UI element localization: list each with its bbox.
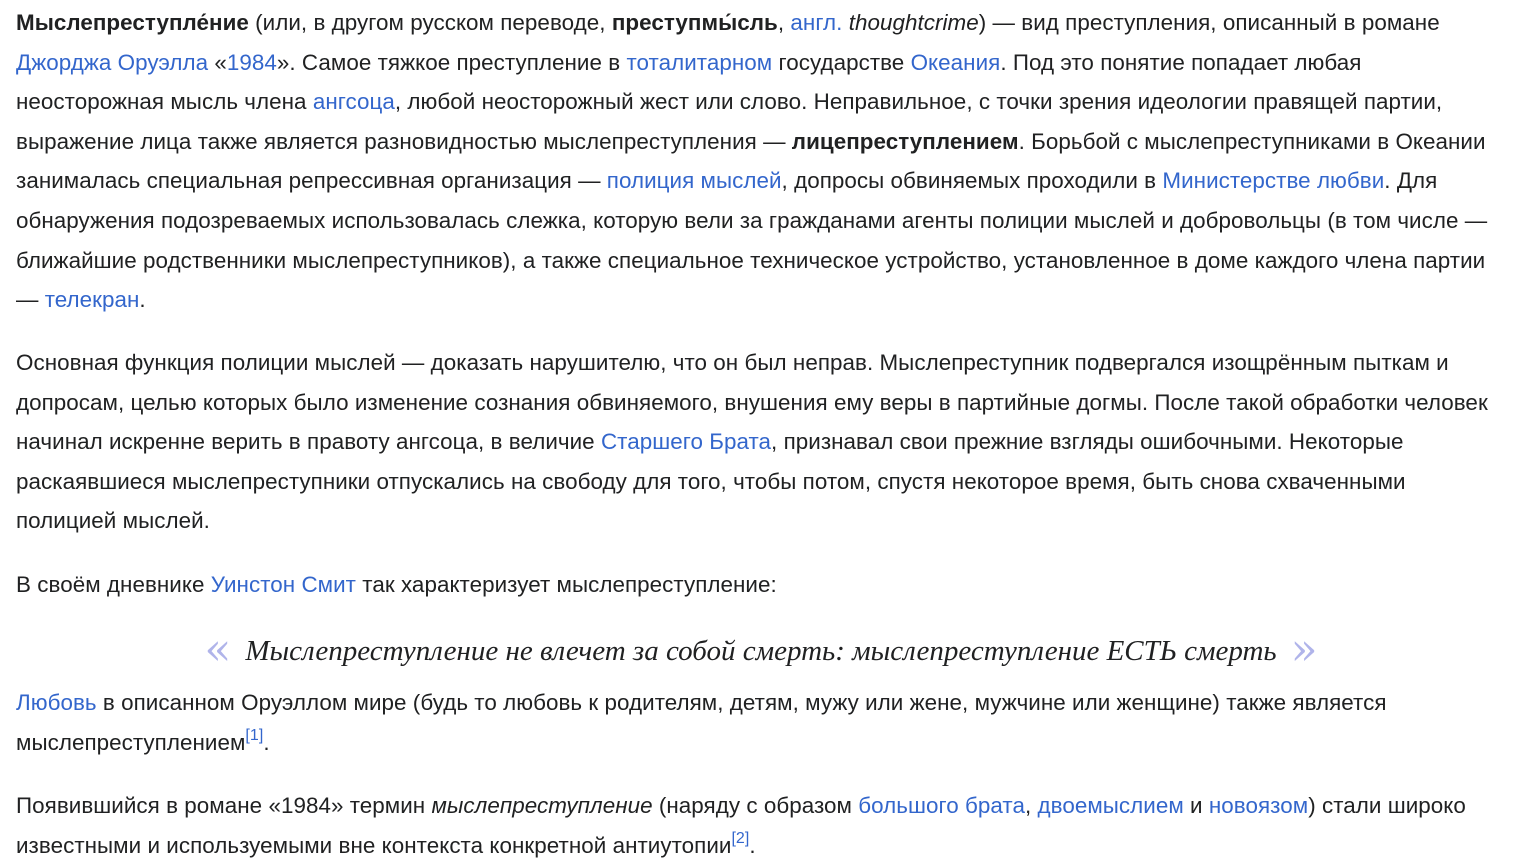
link-big-brother-image[interactable]: большого брата [858, 793, 1025, 818]
text-span: . Борьбой с мыслепреступниками в Океании занималась специальная репрессивная организация — [16, 128, 1486, 194]
text-span: , [777, 10, 791, 35]
link-reference-2[interactable]: [2] [731, 829, 750, 847]
link-english-language[interactable]: англ. [790, 10, 843, 35]
text-span: так характеризует мыслепреступление: [356, 572, 777, 597]
link-george-orwell[interactable]: Джорджа Оруэлла [16, 49, 209, 75]
link-ingsoc[interactable]: ангсоца [312, 89, 395, 115]
alt-term-bold: преступмы́сль [611, 10, 778, 35]
link-big-brother[interactable]: Старшего Брата [600, 429, 772, 455]
paragraph-love [16, 683, 1506, 762]
link-ministry-of-love[interactable]: Министерстве любви [1162, 168, 1385, 194]
text-span: Основная функция полиции мыслей — доказать нарушителю, что он был неправ. Мыслепреступник подвергался изощрённым пыткам и допросам, целью которых было изменение сознания обвиняемого, внушения ему веры в партийные догмы. После такой обработки человек начинал искренне верить в правоту ангсоца, в величие [16, 350, 1488, 455]
paragraph-thought-police [16, 343, 1506, 541]
text-span: (или, в другом русском переводе, [248, 10, 612, 35]
open-quote-icon: « [204, 624, 232, 675]
link-doublethink[interactable]: двоемыслием [1037, 793, 1184, 818]
text-span: ». Самое тяжкое преступление в [276, 49, 627, 75]
term-bold: Мыслепреступле́ние [16, 10, 249, 35]
text-span: , любой неосторожный жест или слово. Неправильное, с точки зрения идеологии правящей партии, выражение лица также является разновидностью мыслепреступления — [16, 89, 1443, 154]
text-span: ) — вид преступления, описанный в романе [978, 10, 1440, 35]
text-span: . [749, 832, 756, 858]
text-span: , [1024, 793, 1038, 818]
text-span: , признавал свои прежние взгляды ошибочными. Некоторые раскаявшиеся мыслепреступники отпускались на свободу для того, чтобы потом, спустя некоторое время, быть снова схваченными полицией мыслей. [16, 429, 1406, 534]
text-span: государстве [772, 49, 911, 75]
close-quote-icon: » [1290, 624, 1318, 675]
link-totalitarian[interactable]: тоталитарном [626, 49, 773, 75]
paragraph-diary [16, 565, 1506, 605]
link-winston-smith[interactable]: Уинстон Смит [210, 572, 356, 597]
blockquote [16, 622, 1506, 679]
text-span: . [263, 729, 270, 755]
english-term: thoughtcrime [848, 10, 979, 35]
text-span: (наряду с образом [652, 793, 859, 818]
link-reference-1[interactable]: [1] [245, 726, 264, 744]
text-span: и [1183, 793, 1209, 818]
term-italic: мыслепреступление [431, 793, 653, 818]
link-novel-1984[interactable]: 1984 [226, 49, 277, 75]
text-span: в описанном Оруэллом мире (будь то любовь к родителям, детям, мужу или жене, мужчине или женщине) также является мыслепреступлением [16, 690, 1387, 755]
text-span: Появившийся в романе «1984» термин [16, 793, 432, 818]
paragraph-intro [16, 3, 1506, 320]
link-newspeak[interactable]: новоязом [1208, 793, 1309, 818]
reference-2 [731, 830, 749, 847]
paragraph-legacy [16, 786, 1506, 865]
text-span: , допросы обвиняемых проходили в [781, 168, 1163, 194]
link-love[interactable]: Любовь [16, 690, 97, 715]
text-span: « [208, 49, 227, 75]
reference-1 [245, 727, 263, 744]
text-span: В своём дневнике [16, 572, 211, 597]
text-span: . Для обнаружения подозреваемых использовалась слежка, которую вели за гражданами агенты полиции мыслей и добровольцы (в том числе — ближайшие родственники мыслепреступников), а также специальное техническое устройство, установленное в доме каждого члена партии — [16, 168, 1488, 313]
link-oceania[interactable]: Океания [910, 49, 1001, 75]
text-span: ) стали широко известными и используемыми вне контекста конкретной антиутопии [16, 793, 1466, 858]
link-thought-police[interactable]: полиция мыслей [606, 168, 782, 194]
facecrime-bold: лицепреступлением [791, 128, 1019, 154]
quote-text: Мыслепреступление не влечет за собой смерть: мыслепреступление ЕСТЬ смерть [245, 635, 1277, 667]
link-telescreen[interactable]: телекран [44, 287, 140, 313]
text-span: . [139, 287, 146, 313]
text-span: . Под это понятие попадает любая неосторожная мысль члена [16, 49, 1362, 115]
